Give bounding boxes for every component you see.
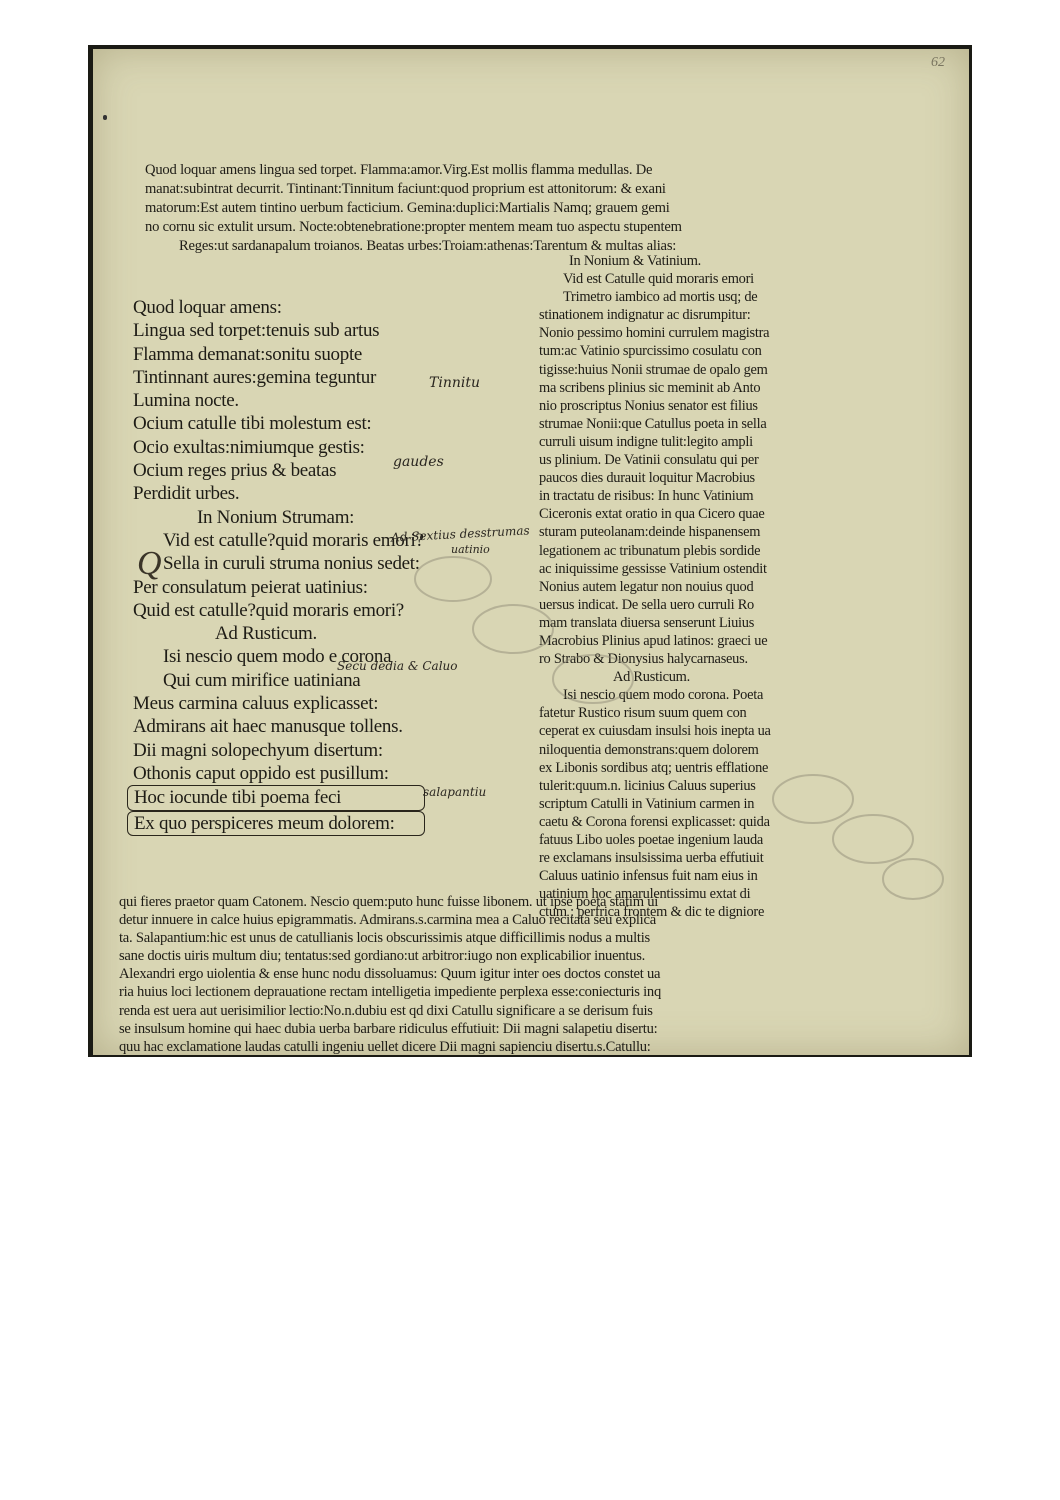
handwritten-note: gaudes [393, 454, 444, 470]
handwritten-note: salapantiu [423, 785, 487, 799]
commentary-line: Alexandri ergo uiolentia & ense hunc nodu dissoluamus: Quum igitur inter oes doctos constet ua [119, 966, 661, 983]
poem-line: Ocium reges prius & beatas [133, 460, 337, 482]
handwritten-note: uatinio [451, 543, 490, 556]
handwritten-note: Ad Sextius desstrumas [390, 523, 530, 545]
commentary-line: manat:subintrat decurrit. Tintinant:Tinnitum faciunt:quod proprium est attonitorum: & exani [145, 181, 666, 197]
commentary-right [539, 252, 859, 921]
commentary-line: ro Strabo & Dionysius halycarnaseus. [539, 651, 748, 668]
commentary-line: quu hac exclamatione laudas catulli ingeniu uellet dicere Dii magni sapienciu disertu.s.Catullu: [119, 1038, 651, 1055]
commentary-line: tigisse:huius Nonii strumae de opalo gem [539, 361, 768, 378]
commentary-line: ctum : perfrica frontem & dic te digniore [539, 904, 765, 921]
commentary-line: uersus indicat. De sella uero curruli Ro [539, 596, 754, 613]
commentary-line: Caluus uatinio infensus fuit nam eius in [539, 868, 758, 885]
poem-line: Flamma demanat:sonitu suopte [133, 343, 363, 365]
poem-line-boxed: Hoc iocunde tibi poema feci [127, 785, 425, 810]
commentary-line: matorum:Est autem tintino uerbum facticium. Gemina:duplici:Martialis Namq; grauem gemi [145, 200, 670, 216]
poem-line: Qui cum mirifice uatiniana [163, 669, 361, 691]
commentary-line: caetu & Corona forensi explicasset: quida [539, 813, 770, 830]
commentary-line: renda est uera aut uerisimilior lectio:No.n.dubiu est qd dixi Catullu significare a se derisum fuis [119, 1002, 653, 1019]
commentary-line: strumae Nonii:que Catullus poeta in sella [539, 415, 767, 432]
handwritten-note: Tinnitu [429, 375, 480, 391]
commentary-line: Reges:ut sardanapalum troianos. Beatas urbes:Troiam:athenas:Tarentum & multas alias: [179, 238, 677, 254]
commentary-line: niloquentia demonstrans:quem dolorem [539, 741, 759, 758]
commentary-line: re exclamans insulsissima uerba effutiuit [539, 850, 764, 867]
handwritten-note: Secu dedia & Caluo [337, 659, 458, 673]
commentary-line: Nonius autem legatur non nouius quod [539, 578, 754, 595]
commentary-line: no cornu sic extulit ursum. Nocte:obtenebratione:propter mentem meam tuo aspectu stupentem [145, 219, 682, 235]
commentary-heading: In Nonium & Vatinium. [569, 253, 701, 269]
commentary-line: ria huius loci lectionem deprauatione rectam intelligetia impediente perplexa esse:coniecturis inq [119, 984, 662, 1001]
poem-line: Isi nescio quem modo e corona [163, 646, 392, 668]
commentary-line: se insulsum homine qui haec dubia uerba barbare ridiculus effutiuit: Dii magni salapetiu disertu: [119, 1020, 658, 1037]
poem-line: Quid est catulle?quid moraris emori? [133, 599, 404, 621]
commentary-line: ac iniquissime gessisse Vatinium ostendit [539, 560, 767, 577]
commentary-line: us plinium. De Vatinii consulatu qui per [539, 452, 759, 469]
commentary-line: Ciceronis extat oratio in qua Cicero quae [539, 506, 765, 523]
poem-line: Sella in curuli struma nonius sedet: [163, 553, 420, 575]
commentary-line: Vid est Catulle quid moraris emori [563, 271, 754, 288]
commentary-line: paucos dies durauit loquitur Macrobius [539, 470, 755, 487]
commentary-top [145, 161, 935, 256]
poem-line: Tintinnant aures:gemina teguntur [133, 366, 376, 388]
commentary-line: ta. Salapantium:hic est unus de catullianis locis obscurissimis atque difficillimis nodus a multis [119, 930, 650, 947]
commentary-line: fatetur Rustico risum suum quem con [539, 705, 747, 722]
commentary-line: tum:ac Vatinio spurcissimo cosulatu con [539, 343, 762, 360]
poem-line: Meus carmina caluus explicasset: [133, 693, 379, 715]
poem-line: Per consulatum peierat uatinius: [133, 576, 368, 598]
poem-line: Admirans ait haec manusque tollens. [133, 716, 403, 738]
commentary-line: Quod loquar amens lingua sed torpet. Flamma:amor.Virg.Est mollis flamma medullas. De [145, 162, 653, 178]
commentary-line: stinationem indignatur ac disrumpitur: [539, 307, 751, 324]
commentary-line: sturam puteolanam:deinde hispanensem [539, 524, 761, 541]
commentary-line: ma scribens plinius sic meminit ab Anto [539, 379, 761, 396]
poem-line: Lumina nocte. [133, 390, 239, 412]
poem-line: Ocium catulle tibi molestum est: [133, 413, 372, 435]
commentary-bottom [119, 893, 949, 1055]
commentary-line: fatuus Libo uoles poetae ingenium lauda [539, 832, 764, 848]
commentary-line: qui fieres praetor quam Catonem. Nescio quem:puto hunc fuisse libonem. ut ipse poeta statim ui [119, 894, 659, 910]
decorated-initial-q: Q [137, 545, 162, 582]
poem-line: Quod loquar amens: [133, 297, 282, 318]
poem-line: Ocio exultas:nimiumque gestis: [133, 436, 365, 458]
commentary-heading: Ad Rusticum. [613, 669, 690, 686]
commentary-line: Isi nescio quem modo corona. Poeta [563, 687, 764, 704]
commentary-line: tulerit:quum.n. licinius Caluus superius [539, 777, 756, 794]
commentary-line: Trimetro iambico ad mortis usq; de [563, 289, 758, 306]
poem-text [133, 296, 553, 836]
commentary-line: Nonio pessimo homini currulem magistra [539, 325, 770, 342]
commentary-line: Macrobius Plinius apud latinos: graeci ue [539, 632, 768, 649]
poem-heading: In Nonium Strumam: [197, 506, 355, 528]
ink-dot [103, 115, 107, 120]
commentary-line: sane doctis uiris multum diu; tentatus:sed gordiano:ut arbitror:iugo non explicabilior inuentus. [119, 948, 646, 965]
commentary-line: legationem ac tribunatum plebis sordide [539, 542, 761, 559]
commentary-line: detur innuere in calce huius epigrammatis. Admirans.s.carmina mea a Caluo recitata seu explica [119, 912, 656, 929]
commentary-line: mam translata diuersa senserunt Liuius [539, 614, 755, 631]
poem-line: Othonis caput oppido est pusillum: [133, 762, 389, 784]
poem-line-boxed: Ex quo perspiceres meum dolorem: [127, 811, 425, 836]
commentary-line: ceperat ex cuiusdam insulsi hois inepta ua [539, 723, 771, 740]
commentary-line: ex Libonis sordibus atq; uentris efflatione [539, 759, 769, 776]
commentary-line: uatinium hoc amarulentissimu extat di [539, 886, 751, 903]
commentary-line: nio proscriptus Nonius senator est filius [539, 397, 758, 414]
poem-line: Perdidit urbes. [133, 483, 240, 505]
poem-line: Lingua sed torpet:tenuis sub artus [133, 320, 380, 342]
commentary-line: curruli uisum indigne tulit:legito ampli [539, 433, 753, 450]
poem-line: Vid est catulle?quid moraris emori? [163, 529, 424, 551]
poem-heading: Ad Rusticum. [215, 623, 317, 645]
manuscript-page [93, 49, 969, 1055]
poem-line: Dii magni solopechyum disertum: [133, 739, 383, 761]
commentary-line: in tractatu de risibus: In hunc Vatinium [539, 488, 754, 505]
folio-number: 62 [931, 55, 945, 70]
commentary-line: scriptum Catulli in Vatinium carmen in [539, 795, 755, 812]
